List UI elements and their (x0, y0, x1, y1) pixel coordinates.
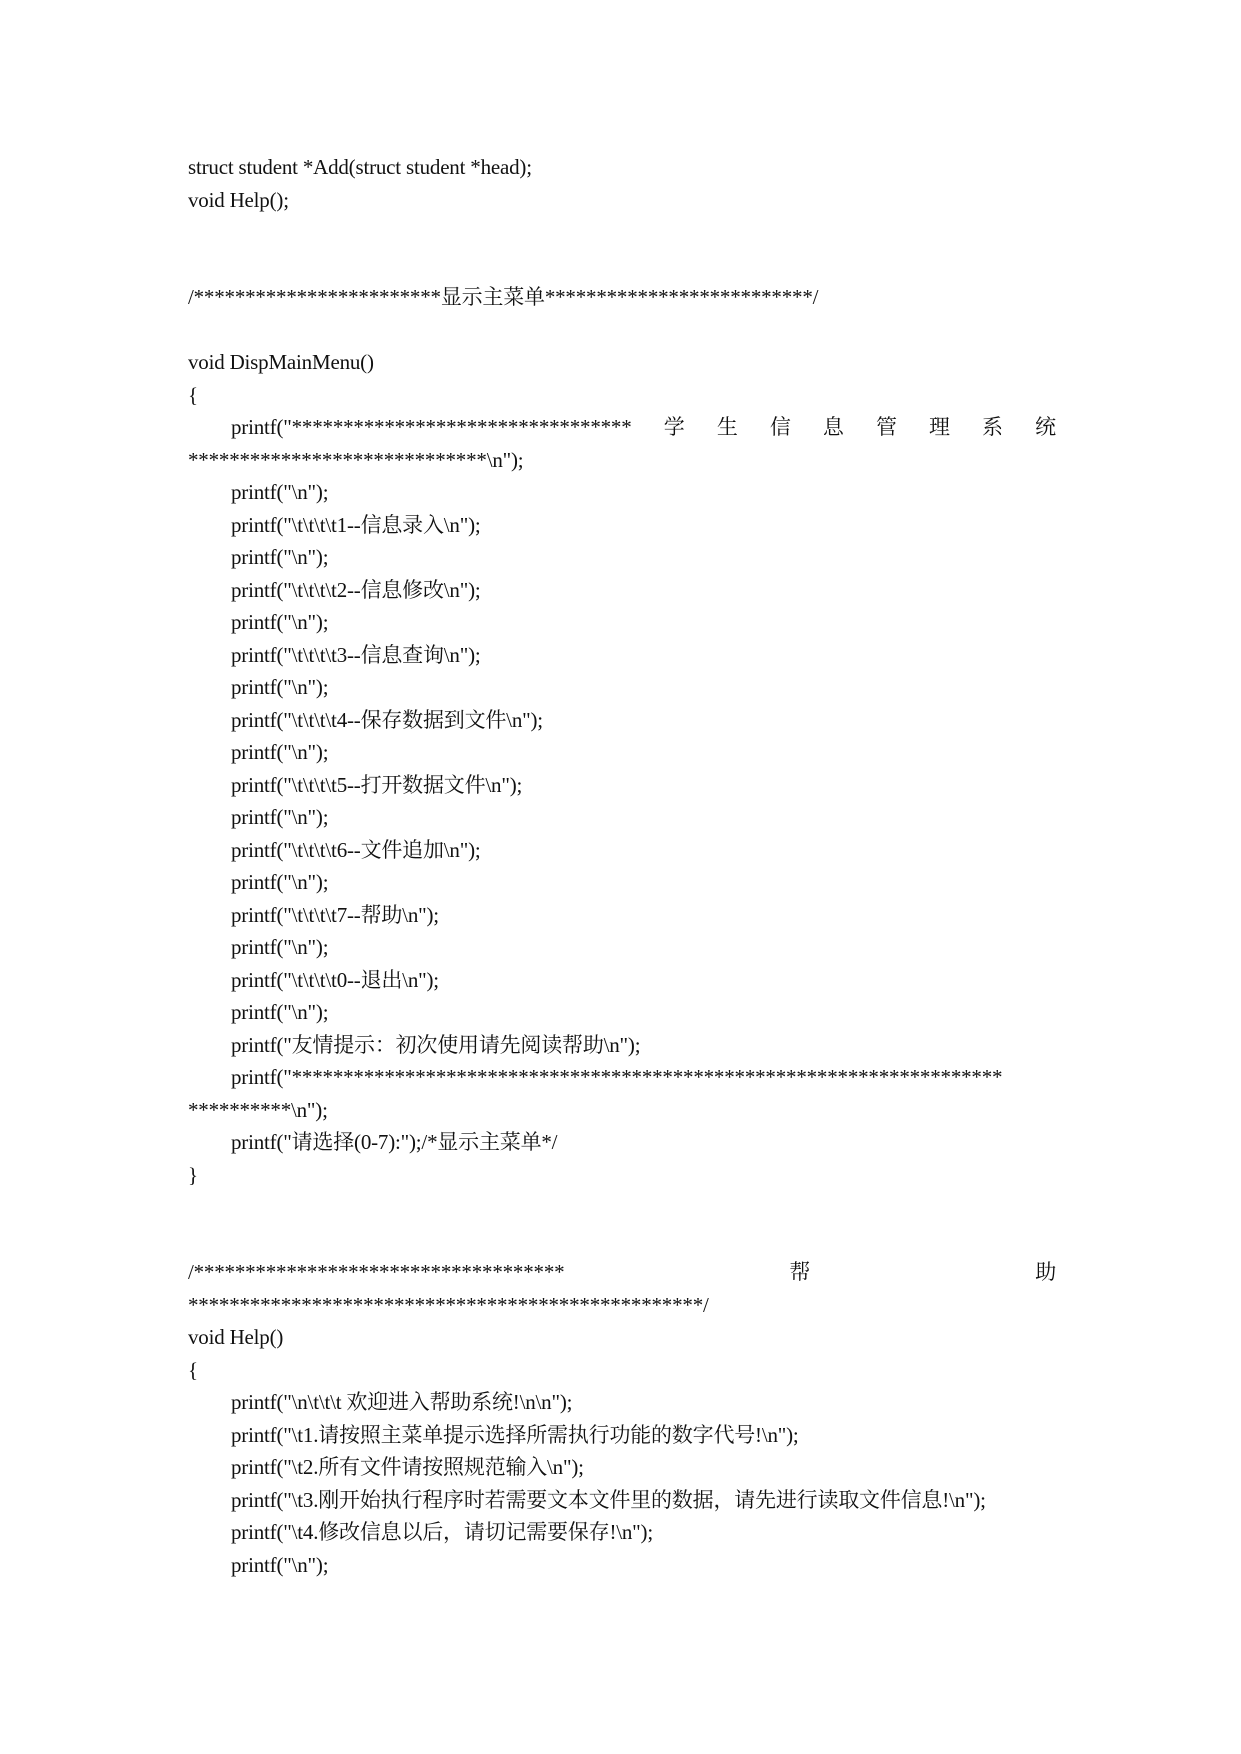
title-char: 统 (1035, 415, 1056, 439)
code-line: printf("\n"); (231, 675, 329, 699)
menu-option-line: printf("\t\t\t\t6--文件追加\n"); (231, 837, 481, 862)
title-char: 学 (663, 415, 685, 439)
comment-segment: /************************************ (188, 1260, 565, 1284)
menu-option-line: printf("\t\t\t\t4--保存数据到文件\n"); (231, 707, 543, 732)
section-comment-main-menu: /************************显示主菜单**************************/ (188, 285, 819, 309)
menu-option-line: printf("\t\t\t\t0--退出\n"); (231, 967, 439, 992)
help-line: printf("\n\t\t\t 欢迎进入帮助系统!\n\n"); (231, 1390, 573, 1414)
blank-space (188, 216, 1056, 281)
code-line: printf("\n"); (231, 805, 329, 829)
title-char: 信 (769, 415, 791, 439)
prompt-line: printf("请选择(0-7):");/*显示主菜单*/ (231, 1130, 558, 1154)
help-line: printf("\t3.刚开始执行程序时若需要文本文件里的数据，请先进行读取文件信息!\n"); (231, 1487, 986, 1512)
code-line: printf("\n"); (231, 870, 329, 894)
code-segment: printf("********************************* (231, 415, 632, 439)
menu-option-line: printf("\t\t\t\t1--信息录入\n"); (231, 512, 481, 537)
code-line: struct student *Add(struct student *head); (188, 155, 532, 179)
code-line: **********\n"); (188, 1097, 328, 1122)
code-line: printf("\n"); (231, 1552, 329, 1577)
code-line: printf("\n"); (231, 1000, 329, 1024)
code-line: printf("\n"); (231, 935, 329, 959)
blank-space (188, 314, 1056, 347)
code-line: printf("\n"); (231, 740, 329, 764)
menu-option-line: printf("\t\t\t\t7--帮助\n"); (231, 902, 439, 927)
code-line: **************************************************/ (188, 1292, 709, 1317)
code-line: *****************************\n"); (188, 447, 524, 472)
open-brace: { (188, 382, 198, 407)
wrapped-title-line (231, 411, 1056, 444)
menu-option-line: printf("\t\t\t\t5--打开数据文件\n"); (231, 772, 523, 797)
function-signature-dispmainmenu: void DispMainMenu() (188, 350, 374, 374)
function-signature-help: void Help() (188, 1325, 284, 1349)
help-line: printf("\t1.请按照主菜单提示选择所需执行功能的数字代号!\n"); (231, 1422, 799, 1447)
code-line: void Help(); (188, 187, 289, 212)
comment-char: 助 (1035, 1260, 1056, 1284)
section-comment-help (188, 1256, 1056, 1289)
code-listing (188, 151, 1056, 1581)
code-line: printf("\n"); (231, 480, 329, 504)
help-line: printf("\t2.所有文件请按照规范输入\n"); (231, 1455, 584, 1479)
title-char: 生 (716, 415, 738, 439)
title-char: 管 (875, 415, 897, 439)
menu-option-line: printf("\t\t\t\t3--信息查询\n"); (231, 642, 481, 667)
code-line: printf("\n"); (231, 610, 329, 634)
title-char: 系 (982, 415, 1003, 439)
menu-option-line: printf("\t\t\t\t2--信息修改\n"); (231, 577, 481, 602)
open-brace: { (188, 1357, 198, 1382)
close-brace: } (188, 1162, 198, 1187)
code-line: printf("********************************************************************* (231, 1065, 1003, 1089)
comment-char: 帮 (789, 1260, 811, 1284)
help-line: printf("\t4.修改信息以后，请切记需要保存!\n"); (231, 1520, 653, 1544)
title-char: 理 (929, 415, 950, 439)
blank-space (188, 1191, 1056, 1256)
tip-line: printf("友情提示：初次使用请先阅读帮助\n"); (231, 1032, 641, 1057)
title-char: 息 (822, 415, 844, 439)
code-line: printf("\n"); (231, 545, 329, 569)
